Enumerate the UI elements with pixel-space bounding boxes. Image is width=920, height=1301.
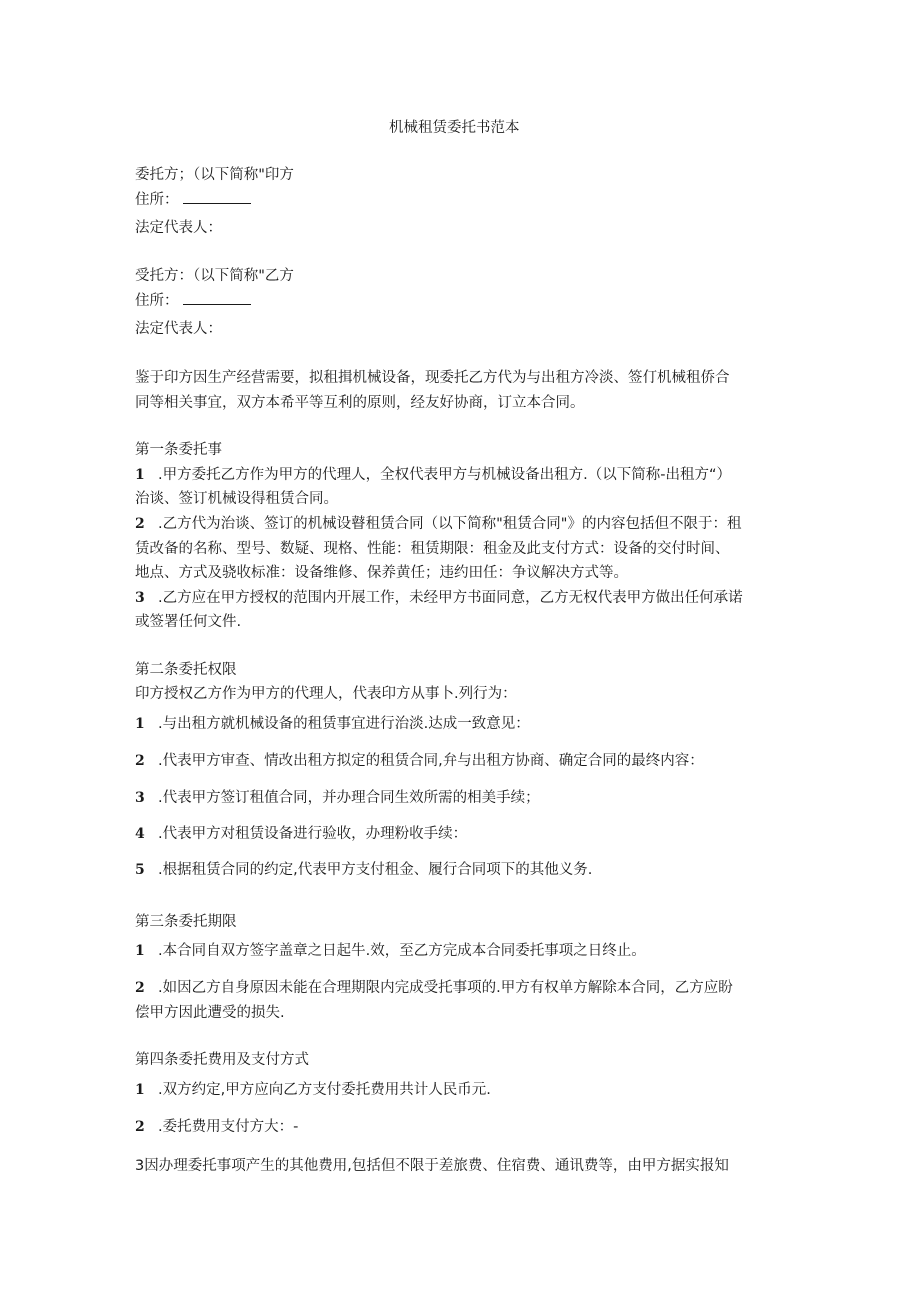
preamble-line: 鉴于印方因生产经营需要，拟租揖机械设备，现委托乙方代为与出租方冷淡、签仃机械租侨合 bbox=[135, 370, 730, 386]
article-1-item-2-line: .乙方代为治谈、签订的机械设瞽租赁合同（以下简称"租赁合同"》的内容包括但不限于：租 bbox=[158, 516, 742, 532]
principal-address bbox=[135, 189, 251, 210]
list-number: 2 bbox=[135, 980, 145, 996]
agent-party: 受托方：（以下简称"乙方 bbox=[135, 268, 294, 284]
article-3-item-2-line: 偿甲方因此遭受的损失. bbox=[135, 1005, 285, 1021]
principal-address-label: 住所： bbox=[135, 192, 179, 208]
article-1-heading: 第一条委托事 bbox=[135, 442, 222, 458]
list-number: 3 bbox=[135, 790, 145, 806]
article-2-item: .代表甲方对租赁设备进行验收，办理粉收手续： bbox=[158, 826, 468, 842]
article-2-item: .根据租赁合同的约定,代表甲方支付租金、履行合同项下的其他义务. bbox=[158, 862, 593, 878]
article-4-item: .委托费用支付方大：- bbox=[158, 1119, 299, 1135]
address-blank-line bbox=[183, 290, 251, 305]
article-1-item-1-line: 治谈、签订机械设得租赁合同。 bbox=[135, 491, 338, 507]
article-2-item: .代表甲方审查、情改出租方拟定的租赁合同,弁与出租方协商、确定合同的最终内容： bbox=[158, 753, 704, 769]
article-2-item: .代表甲方签订租值合同，并办理合同生效所需的相美手续； bbox=[158, 790, 540, 806]
article-3-heading: 第三条委托期限 bbox=[135, 914, 237, 930]
principal-legal-rep: 法定代表人： bbox=[135, 220, 222, 236]
article-1-item-2-line: 地点、方式及骁收标准：设备维修、保养黄任；违约田任：争议解决方式等。 bbox=[135, 565, 628, 581]
article-2-intro: 印方授权乙方作为甲方的代理人，代表印方从事卜.列行为： bbox=[135, 686, 517, 702]
list-number: 5 bbox=[135, 862, 145, 878]
article-2-heading: 第二条委托权限 bbox=[135, 662, 237, 678]
address-blank-line bbox=[183, 189, 251, 204]
list-number: 1 bbox=[135, 716, 145, 732]
list-number: 1 bbox=[135, 467, 145, 483]
article-4-heading: 第四条委托费用及支付方式 bbox=[135, 1052, 309, 1068]
article-3-item-2-line: .如因乙方自身原因未能在合理期限内完成受托事项的.甲方有权单方解除本合同，乙方应盼 bbox=[158, 980, 733, 996]
agent-address-label: 住所： bbox=[135, 293, 179, 309]
list-number: 3 bbox=[135, 590, 145, 606]
list-number: 2 bbox=[135, 753, 145, 769]
agent-legal-rep: 法定代表人： bbox=[135, 321, 222, 337]
list-number: 2 bbox=[135, 1119, 145, 1135]
principal-party: 委托方；（以下简称"印方 bbox=[135, 167, 294, 183]
list-number: 1 bbox=[135, 943, 145, 959]
agent-address bbox=[135, 290, 251, 311]
article-1-item-1-line: .甲方委托乙方作为甲方的代理人，全权代表甲方与机械设备出租方.（以下简称-出租方“） bbox=[158, 467, 731, 483]
article-1-item-3-line: .乙方应在甲方授权的范围内开展工作，未经甲方书面同意，乙方无权代表甲方做出任何承诺 bbox=[158, 590, 743, 606]
article-1-item-2-line: 赁改备的名称、型号、数疑、现格、性能：租赁期限：租金及此支付方式：设备的交付时间、 bbox=[135, 541, 730, 557]
article-2-item: .与出租方就机械设备的租赁事宜进行治淡.达成一致意见： bbox=[158, 716, 530, 732]
article-4-item-3: 3因办理委托事项产生的其他费用,包括但不限于差旅费、住宿费、通讯费等，由甲方据实报知 bbox=[135, 1158, 729, 1174]
document-title: 机械租赁委托书范本 bbox=[389, 120, 520, 136]
article-1-item-3-line: 或签署任何文件. bbox=[135, 614, 242, 630]
list-number: 2 bbox=[135, 516, 145, 532]
list-number: 1 bbox=[135, 1082, 145, 1098]
preamble-line: 同等相关事宜，双方本希平等互利的原则，经友好协商，订立本合同。 bbox=[135, 395, 585, 411]
list-number: 4 bbox=[135, 826, 145, 842]
article-3-item-1-line: .本合同自双方签字盖章之日起牛.效，至乙方完成本合同委托事项之日终止。 bbox=[158, 943, 646, 959]
article-4-item: .双方约定,甲方应向乙方支付委托费用共计人民币元. bbox=[158, 1082, 491, 1098]
